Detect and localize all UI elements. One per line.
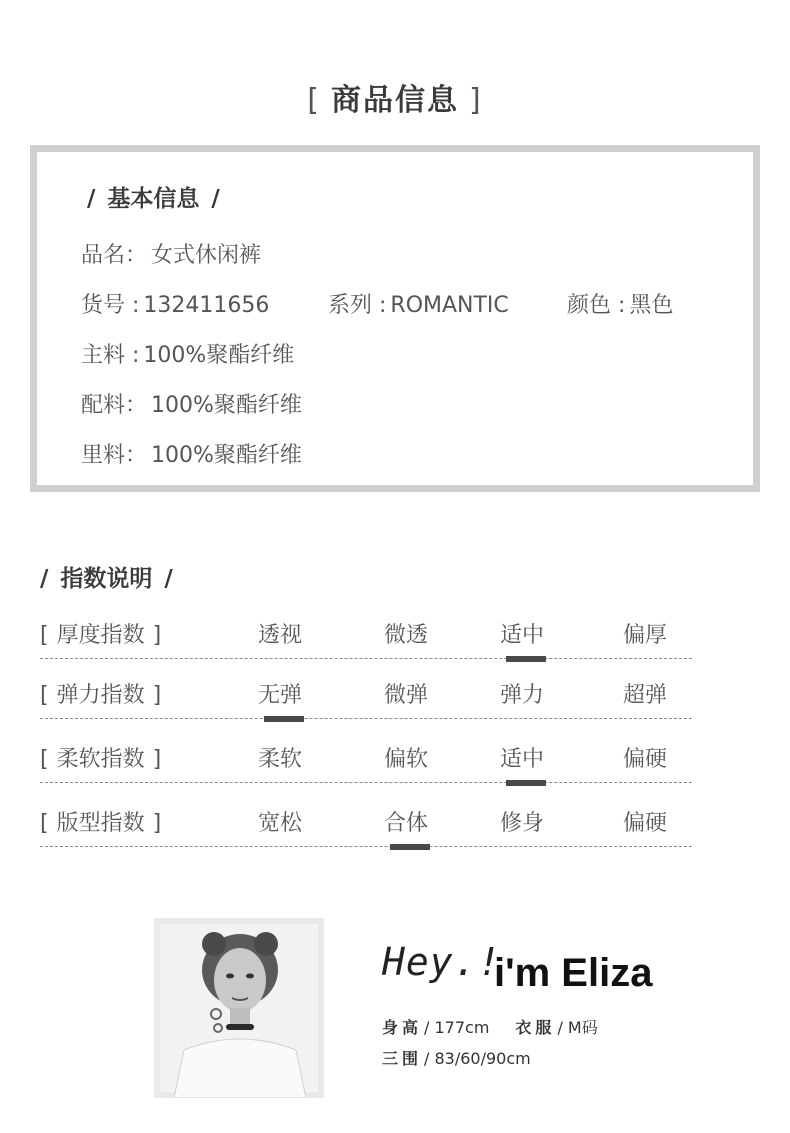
info-lining-row xyxy=(81,438,302,469)
index-selected-marker xyxy=(264,716,304,722)
index-row-label xyxy=(40,678,161,709)
index-option: 合体 xyxy=(383,811,428,836)
measurements-value: / 83/60/90cm xyxy=(424,1049,531,1068)
index-option: 偏软 xyxy=(383,747,428,772)
index-option: 宽松 xyxy=(257,811,302,836)
heading-slash-left: / xyxy=(87,186,96,212)
index-row-softness xyxy=(40,742,692,783)
index-label-text: 弹力指数 xyxy=(56,683,145,708)
label-left-bracket: [ xyxy=(40,683,49,708)
info-sku-value: 132411656 xyxy=(143,293,270,318)
index-option: 无弹 xyxy=(257,683,302,708)
index-option: 透视 xyxy=(257,623,302,648)
basic-info-box xyxy=(30,145,760,492)
index-row-label xyxy=(40,618,161,649)
index-option: 适中 xyxy=(499,747,544,772)
index-option: 弹力 xyxy=(499,683,544,708)
title-right-bracket: ] xyxy=(469,83,483,118)
basic-info-heading xyxy=(87,180,232,213)
info-series-label: 系列 : xyxy=(328,293,387,318)
label-left-bracket: [ xyxy=(40,747,49,772)
index-option: 柔软 xyxy=(257,747,302,772)
index-option: 微弹 xyxy=(383,683,428,708)
index-option: 偏硬 xyxy=(622,747,667,772)
index-heading-slash-right: / xyxy=(164,566,173,592)
info-accessory-material-value: 100%聚酯纤维 xyxy=(151,393,302,418)
info-name-label: 品名： xyxy=(81,243,148,268)
index-option: 超弹 xyxy=(622,683,667,708)
info-color-label: 颜色 : xyxy=(567,293,626,318)
info-lining-label: 里料： xyxy=(81,443,148,468)
label-right-bracket: ] xyxy=(152,811,162,836)
info-series-row xyxy=(328,288,509,319)
index-option: 微透 xyxy=(383,623,428,648)
index-heading-slash-left: / xyxy=(40,566,49,592)
index-row-fit xyxy=(40,806,692,847)
label-left-bracket: [ xyxy=(40,623,49,648)
index-selected-marker xyxy=(390,844,430,850)
index-label-text: 厚度指数 xyxy=(56,623,145,648)
model-stats-line-1 xyxy=(382,1015,598,1038)
info-name-value: 女式休闲裤 xyxy=(151,243,262,268)
index-option: 偏厚 xyxy=(622,623,667,648)
title-left-bracket: [ xyxy=(307,83,321,118)
size-label: 衣服 xyxy=(515,1018,556,1037)
index-row-thickness xyxy=(40,618,692,659)
index-option: 修身 xyxy=(499,811,544,836)
model-name: i'm Eliza xyxy=(494,951,653,995)
info-name-row xyxy=(81,238,261,269)
index-option: 偏硬 xyxy=(622,811,667,836)
info-sku-label: 货号 : xyxy=(81,293,140,318)
info-main-material-value: 100%聚酯纤维 xyxy=(143,343,295,368)
label-right-bracket: ] xyxy=(152,747,162,772)
info-lining-value: 100%聚酯纤维 xyxy=(151,443,302,468)
label-right-bracket: ] xyxy=(152,623,162,648)
size-value: / M码 xyxy=(557,1018,598,1037)
index-selected-marker xyxy=(506,780,546,786)
measurements-label: 三围 xyxy=(382,1049,423,1068)
info-color-value: 黑色 xyxy=(629,293,674,318)
info-main-material-row xyxy=(81,338,294,369)
index-label-text: 版型指数 xyxy=(56,811,145,836)
index-selected-marker xyxy=(506,656,546,662)
index-heading xyxy=(40,560,185,593)
height-value: / 177cm xyxy=(424,1018,490,1037)
greeting-text: Hey.! xyxy=(382,940,502,984)
model-photo xyxy=(154,918,324,1098)
info-color-row xyxy=(567,288,673,319)
info-sku-row xyxy=(81,288,269,319)
info-accessory-material-row xyxy=(81,388,302,419)
info-accessory-material-label: 配料： xyxy=(81,393,148,418)
label-right-bracket: ] xyxy=(152,683,162,708)
heading-slash-right: / xyxy=(211,186,220,212)
index-option: 适中 xyxy=(499,623,544,648)
info-series-value: ROMANTIC xyxy=(390,293,509,318)
index-label-text: 柔软指数 xyxy=(56,747,145,772)
title-text: 商品信息 xyxy=(331,83,459,118)
info-main-material-label: 主料 : xyxy=(81,343,140,368)
label-left-bracket: [ xyxy=(40,811,49,836)
basic-info-heading-text: 基本信息 xyxy=(107,186,200,212)
model-stats-line-2 xyxy=(382,1046,531,1069)
page-title xyxy=(0,75,790,119)
index-row-label xyxy=(40,742,161,773)
index-row-elasticity xyxy=(40,678,692,719)
index-heading-text: 指数说明 xyxy=(60,566,153,592)
height-label: 身高 xyxy=(382,1018,423,1037)
index-row-label xyxy=(40,806,161,837)
